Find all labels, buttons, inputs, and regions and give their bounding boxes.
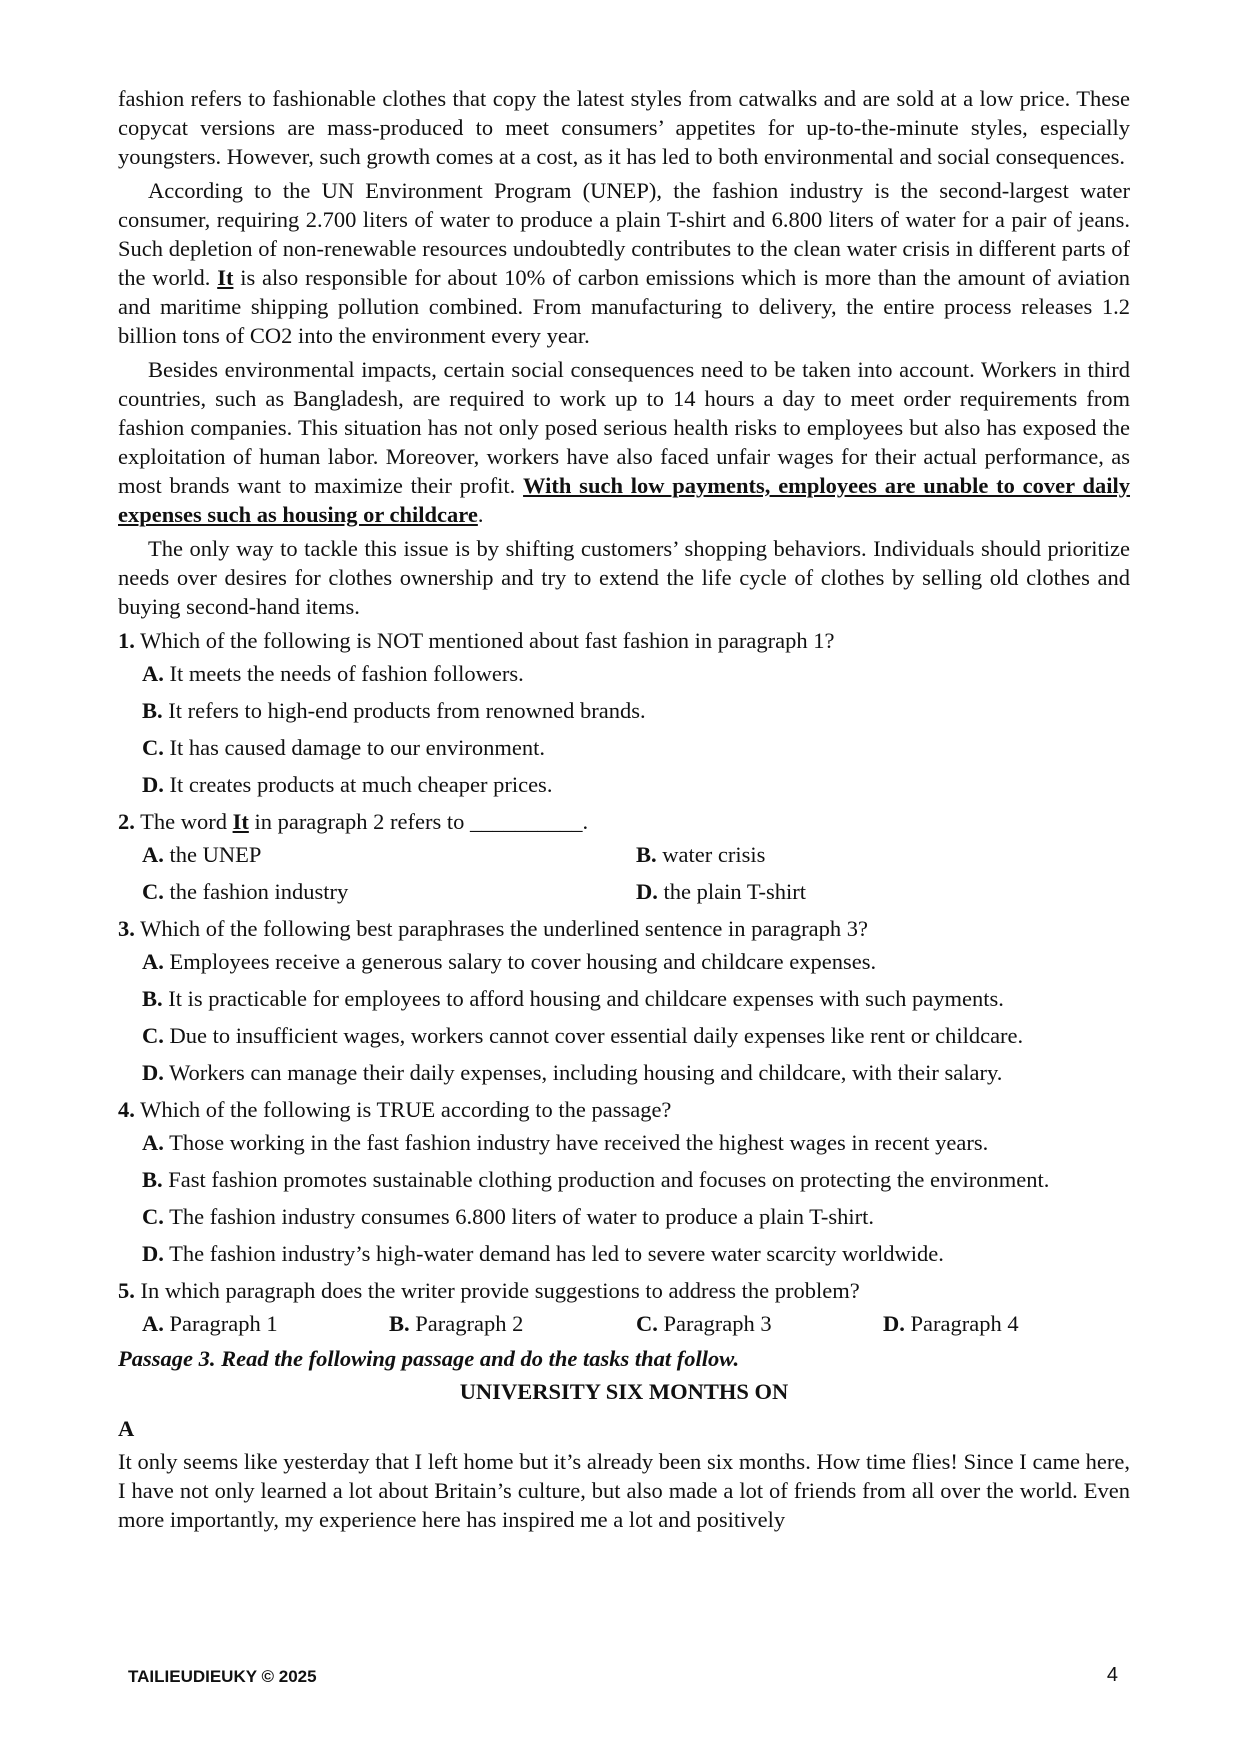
- option-text: It refers to high-end products from renowned brands.: [162, 698, 646, 723]
- q2-option-c[interactable]: [142, 877, 636, 906]
- footer-brand: TAILIEUDIEUKY © 2025: [128, 1667, 317, 1686]
- underlined-sentence: With such low payments, employees are unable to cover daily expenses such as housing or childcare: [118, 473, 1130, 527]
- q5-option-a[interactable]: [142, 1309, 389, 1338]
- q3-option-d[interactable]: [118, 1058, 1130, 1087]
- option-text: the fashion industry: [163, 879, 349, 904]
- paragraph-2-text-end: is also responsible for about 10% of carbon emissions which is more than the amount of aviation and maritime shipping pollution combined. From manufacturing to delivery, the entire process releases 1.2 billion tons of CO2 into the environment every year.: [118, 265, 1131, 348]
- passage-3-heading: Passage 3. Read the following passage and do the tasks that follow.: [118, 1346, 740, 1371]
- option-letter: D.: [636, 879, 658, 904]
- q3-option-c[interactable]: [118, 1021, 1130, 1050]
- q5-option-d[interactable]: [883, 1309, 1130, 1338]
- option-text: Paragraph 2: [409, 1311, 524, 1336]
- option-text: Fast fashion promotes sustainable clothing production and focuses on protecting the environment.: [162, 1167, 1050, 1192]
- question-text-end: in paragraph 2 refers to __________.: [248, 809, 589, 834]
- passage-3-title: UNIVERSITY SIX MONTHS ON: [459, 1379, 789, 1404]
- option-text: Due to insufficient wages, workers cannot cover essential daily expenses like rent or childcare.: [163, 1023, 1024, 1048]
- option-text: the plain T-shirt: [657, 879, 806, 904]
- option-letter: C.: [636, 1311, 658, 1336]
- option-letter: C.: [142, 879, 164, 904]
- option-text: It has caused damage to our environment.: [163, 735, 546, 760]
- q1-option-d[interactable]: [118, 770, 1130, 799]
- question-text: Which of the following is TRUE according to the passage?: [134, 1097, 672, 1122]
- option-letter: A.: [142, 842, 164, 867]
- question-number: 2.: [118, 809, 135, 834]
- question-5: [118, 1276, 1130, 1305]
- q2-option-a[interactable]: [142, 840, 636, 869]
- option-letter: B.: [636, 842, 657, 867]
- option-text: Workers can manage their daily expenses, including housing and childcare, with their salary.: [163, 1060, 1003, 1085]
- option-letter: C.: [142, 735, 164, 760]
- passage-3-section-a-text: It only seems like yesterday that I left home but it’s already been six months. How time flies! Since I came here, I have not only learned a lot about Britain’s culture, but also made a lot of friends from all over the world. Even more importantly, my experience here has inspired me a lot and positively: [118, 1449, 1130, 1532]
- paragraph-2-text-start: According to the UN Environment Program (UNEP), the fashion industry is the second-largest water consumer, requiring 2.700 liters of water to produce a plain T-shirt and 6.800 liters of water for a pair of jeans. Such depletion of non-renewable resources undoubtedly contributes to the clean water crisis in different parts of the world.: [118, 178, 1130, 290]
- option-letter: C.: [142, 1023, 164, 1048]
- question-number: 3.: [118, 916, 135, 941]
- underlined-word-it: It: [232, 809, 249, 834]
- paragraph-3-text: Besides environmental impacts, certain social consequences need to be taken into account. Workers in third countries, such as Bangladesh, are required to work up to 14 hours a day to meet order requirements from fashion companies. This situation has not only posed serious health risks to employees but also has exposed the exploitation of human labor. Moreover, workers have also faced unfair wages for their actual performance, as most brands want to maximize their profit.: [118, 357, 1130, 498]
- option-letter: B.: [142, 698, 163, 723]
- option-text: The fashion industry consumes 6.800 liters of water to produce a plain T-shirt.: [163, 1204, 874, 1229]
- option-letter: A.: [142, 949, 164, 974]
- question-number: 4.: [118, 1097, 135, 1122]
- option-letter: D.: [883, 1311, 905, 1336]
- option-text: the UNEP: [163, 842, 262, 867]
- passage-2-paragraph-2: [118, 176, 1130, 350]
- question-number: 5.: [118, 1278, 135, 1303]
- question-1: [118, 626, 1130, 655]
- q4-option-c[interactable]: [118, 1202, 1130, 1231]
- q2-options-row-2: [118, 877, 1130, 906]
- q5-option-b[interactable]: [389, 1309, 636, 1338]
- question-text: Which of the following is NOT mentioned about fast fashion in paragraph 1?: [134, 628, 835, 653]
- q2-option-d[interactable]: [636, 877, 1130, 906]
- option-text: Those working in the fast fashion industry have received the highest wages in recent years.: [163, 1130, 989, 1155]
- passage-2-paragraph-1: fashion refers to fashionable clothes that copy the latest styles from catwalks and are sold at a low price. These copycat versions are mass-produced to meet consumers’ appetites for up-to-the-minute styles, especially youngsters. However, such growth comes at a cost, as it has led to both environmental and social consequences.: [118, 86, 1130, 169]
- passage-2-paragraph-3: [118, 355, 1130, 529]
- question-2: [118, 807, 1130, 836]
- q3-option-b[interactable]: [118, 984, 1130, 1013]
- section-a-label: A: [118, 1416, 135, 1441]
- option-letter: A.: [142, 661, 164, 686]
- option-text: water crisis: [656, 842, 766, 867]
- q4-option-d[interactable]: [118, 1239, 1130, 1268]
- q1-option-b[interactable]: [118, 696, 1130, 725]
- option-letter: B.: [142, 986, 163, 1011]
- option-letter: B.: [142, 1167, 163, 1192]
- q1-option-a[interactable]: [118, 659, 1130, 688]
- question-number: 1.: [118, 628, 135, 653]
- option-letter: A.: [142, 1130, 164, 1155]
- question-text: In which paragraph does the writer provide suggestions to address the problem?: [134, 1278, 860, 1303]
- option-text: Paragraph 1: [163, 1311, 278, 1336]
- underlined-word-it: It: [217, 265, 234, 290]
- option-letter: C.: [142, 1204, 164, 1229]
- option-text: Employees receive a generous salary to cover housing and childcare expenses.: [163, 949, 877, 974]
- q4-option-b[interactable]: [118, 1165, 1130, 1194]
- option-text: It creates products at much cheaper prices.: [163, 772, 553, 797]
- q3-option-a[interactable]: [118, 947, 1130, 976]
- passage-2-paragraph-4: The only way to tackle this issue is by shifting customers’ shopping behaviors. Individuals should prioritize needs over desires for clothes ownership and try to extend the life cycle of clothes by selling old clothes and buying second-hand items.: [118, 536, 1130, 619]
- q5-option-c[interactable]: [636, 1309, 883, 1338]
- option-text: Paragraph 4: [904, 1311, 1019, 1336]
- option-letter: D.: [142, 1241, 164, 1266]
- question-text: Which of the following best paraphrases the underlined sentence in paragraph 3?: [134, 916, 868, 941]
- document-page: [118, 84, 1130, 1534]
- q2-option-b[interactable]: [636, 840, 1130, 869]
- option-letter: A.: [142, 1311, 164, 1336]
- paragraph-3-period: .: [477, 502, 484, 527]
- page-number: 4: [1106, 1664, 1118, 1686]
- option-letter: B.: [389, 1311, 410, 1336]
- option-letter: D.: [142, 772, 164, 797]
- option-text: The fashion industry’s high-water demand has led to severe water scarcity worldwide.: [163, 1241, 944, 1266]
- option-text: It meets the needs of fashion followers.: [163, 661, 524, 686]
- question-3: [118, 914, 1130, 943]
- option-text: Paragraph 3: [657, 1311, 772, 1336]
- q1-option-c[interactable]: [118, 733, 1130, 762]
- option-letter: D.: [142, 1060, 164, 1085]
- question-4: [118, 1095, 1130, 1124]
- q4-option-a[interactable]: [118, 1128, 1130, 1157]
- q5-options-row: [118, 1309, 1130, 1338]
- q2-options-row-1: [118, 840, 1130, 869]
- question-text-start: The word: [134, 809, 233, 834]
- option-text: It is practicable for employees to afford housing and childcare expenses with such payments.: [162, 986, 1004, 1011]
